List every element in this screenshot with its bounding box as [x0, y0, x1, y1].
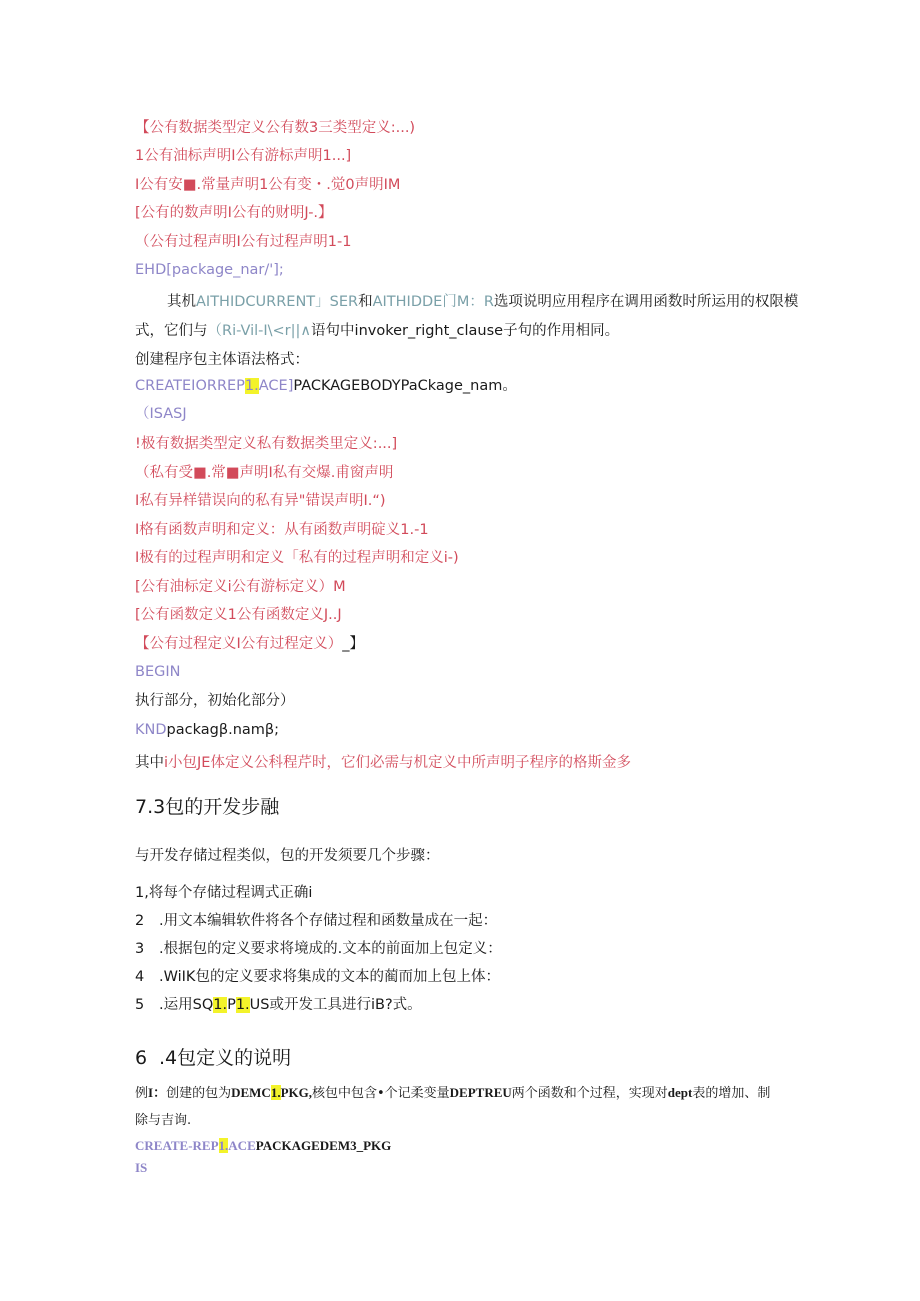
- body-private-constants-line: （私有受■.常■声明I私有交爆.甫窗声明: [135, 465, 394, 481]
- body-private-exceptions-line: I私有异样错误向的私有异"错误声明I.“): [135, 493, 386, 509]
- body-private-procedures-line: I极有的过程声明和定义「私有的过程声明和定义i-): [135, 550, 459, 566]
- spec-public-constants-line: I公有安■.常量声明1公有变・.觉0声明IM: [135, 177, 401, 193]
- body-begin-line: BEGIN: [135, 664, 181, 680]
- body-public-functions-line: [公有函数定义1公有函数定义J..J: [135, 607, 342, 623]
- body-private-functions-line: I格有函数声明和定义：从有函数声明碇义1.-1: [135, 522, 429, 538]
- step-4: 4 .WiIK包的定义要求将集成的文本的蔺而加上包上体：: [135, 969, 500, 985]
- body-syntax-title: 创建程序包主体语法格式：: [135, 352, 309, 368]
- body-isas-line: （ISASJ: [135, 406, 187, 422]
- example-code-create-line: CREATE-REP1.ACEPACKAGEDEM3_PKG: [135, 1138, 392, 1153]
- body-public-procedures-line: 【公有过程定义I公有过程定义）_】: [135, 636, 365, 652]
- body-end-line: KNDpackagβ.namβ;: [135, 722, 280, 738]
- example-1-line2: 除与吉询.: [135, 1113, 192, 1128]
- spec-end-line: EHD[package_nar/'];: [135, 262, 284, 278]
- step-2: 2 .用文本编辑软件将各个存储过程和函数量成在一起：: [135, 913, 498, 929]
- spec-public-procedures-line: （公有过程声明I公有过程声明1-1: [135, 234, 352, 250]
- section-7-3-intro: 与开发存储过程类似，包的开发须要几个步骤：: [135, 848, 440, 864]
- section-7-4-heading: 6 .4包定义的说明: [135, 1047, 292, 1069]
- example-1-line1: 例I：创建的包为DEMC1.PKG,核包中包含•个记柔变量DEPTREU两个函数和个过程，实现对dept表的增加、制: [135, 1085, 771, 1101]
- spec-public-functions-line: [公有的数声明I公有的财明J-.】: [135, 205, 333, 221]
- authid-paragraph-line1: 其机AITHIDCURRENT」SER和AITHIDDE门M：R选项说明应用程序在调用函数时所运用的权限模: [167, 294, 799, 310]
- example-code-is-line: IS: [135, 1160, 148, 1175]
- spec-public-types-line: 【公有数据类型定义公有数3三类型定义:...): [135, 120, 416, 136]
- spec-public-cursors-line: 1公有油标声明I公有游标声明1...]: [135, 148, 352, 164]
- authid-paragraph-line2: 式，它们与（Ri-Vil-I\<r||∧语句中invoker_right_clause子句的作用相同。: [135, 323, 620, 339]
- body-note-line: 其中i小包JE体定义公科程芹时，它们必需与机定义中所声明子程序的格斯金多: [135, 755, 631, 771]
- step-3: 3 .根据包的定义要求将境成的.文本的前面加上包定义：: [135, 941, 502, 957]
- step-1: 1,将每个存储过程调式正确i: [135, 885, 313, 901]
- body-private-types-line: !极有数据类型定义私有数据类里定义:...]: [135, 436, 398, 452]
- section-7-3-heading: 7.3包的开发步融: [135, 796, 280, 818]
- step-5: 5 .运用SQ1.P1.US或开发工具进行iB?式。: [135, 997, 422, 1013]
- body-exec-line: 执行部分，初始化部分）: [135, 693, 295, 709]
- body-create-line: CREATEIORREP1.ACE]PACKAGEBODYPaCkage_nam。: [135, 378, 517, 394]
- body-public-cursors-line: [公有油标定义i公有游标定义）M: [135, 579, 346, 595]
